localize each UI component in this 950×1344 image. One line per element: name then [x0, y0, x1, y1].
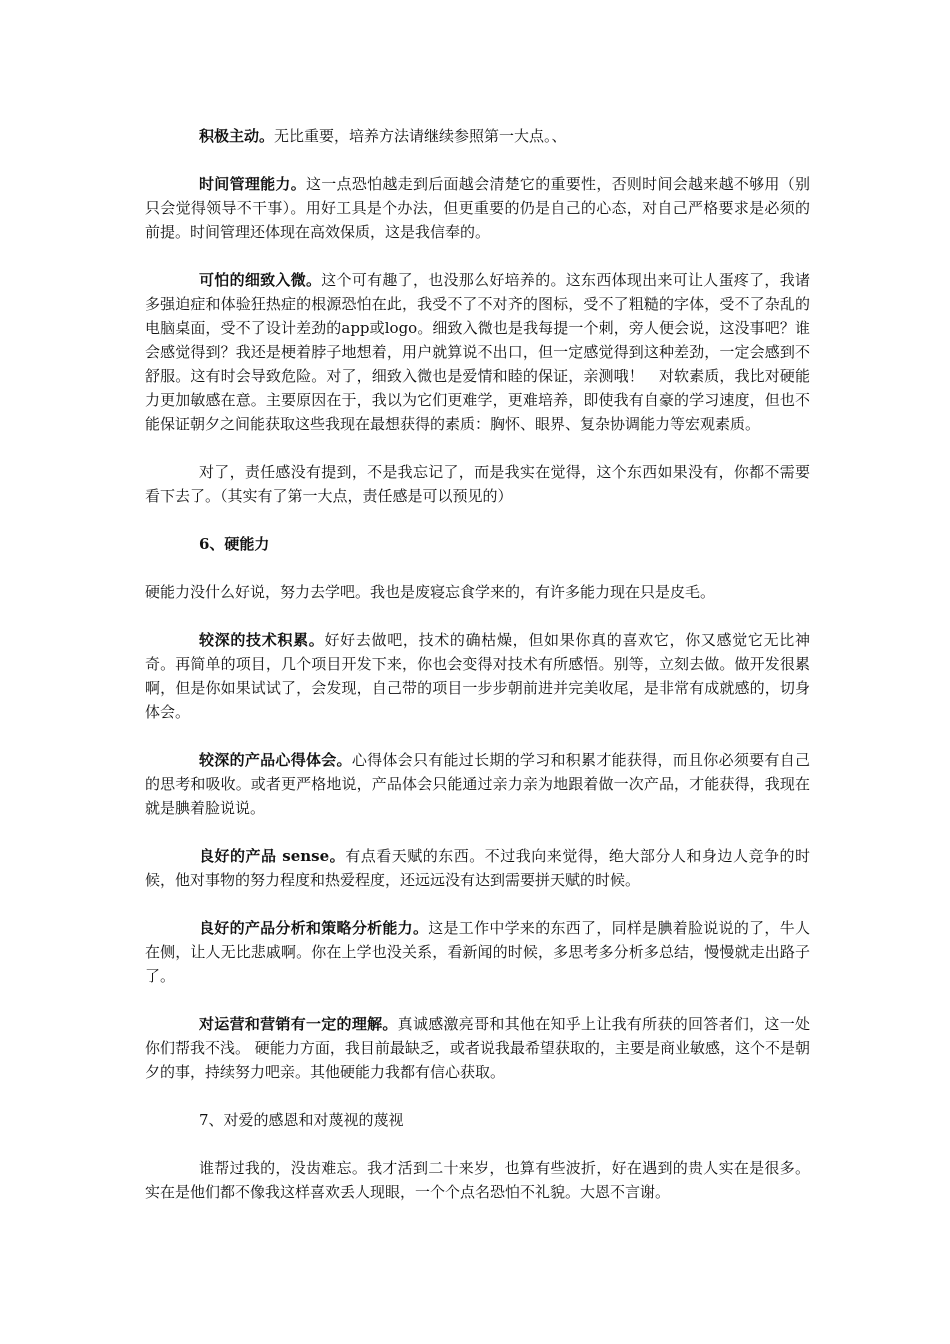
paragraph-text: 这一点恐怕越走到后面越会清楚它的重要性，否则时间会越来越不够用（别只会觉得领导不干事）。用好工具是个办法，但更重要的仍是自己的心态，对自己严格要求是必须的前提。时间管理还体现在高效保质，这是我信奉的。: [145, 175, 810, 241]
paragraph-responsibility: [145, 460, 810, 508]
paragraph-heading: 可怕的细致入微。: [199, 271, 322, 289]
paragraph-heading: 较深的技术积累。: [199, 631, 325, 649]
paragraph-heading: 良好的产品 sense。: [199, 847, 346, 865]
paragraph-text: 无比重要，培养方法请继续参照第一大点。、: [274, 127, 567, 145]
paragraph-hard-skills-intro: [145, 580, 810, 604]
paragraph-heading: 积极主动。: [199, 127, 275, 145]
paragraph-text: 这是工作中学来的东西了，同样是腆着脸说说的了，牛人在侧，让人无比悲戚啊。你在上学也没关系，看新闻的时候，多思考多分析多总结，慢慢就走出路子了。: [145, 919, 810, 985]
paragraph-product-experience: [145, 748, 810, 820]
paragraph-heading: 对运营和营销有一定的理解。: [199, 1015, 398, 1033]
paragraph-heading: 时间管理能力。: [199, 175, 306, 193]
paragraph-time-management: [145, 172, 810, 244]
paragraph-text: 心得体会只有能过长期的学习和积累才能获得，而且你必须要有自己的思考和吸收。或者更严格地说，产品体会只能通过亲力亲为地跟着做一次产品，才能获得，我现在就是腆着脸说说。: [145, 751, 810, 817]
paragraph-text: 好好去做吧，技术的确枯燥，但如果你真的喜欢它，你又感觉它无比神奇。再简单的项目，几个项目开发下来，你也会变得对技术有所感悟。别等，立刻去做。做开发很累啊，但是你如果试试了，会发现，自己带的项目一步步朝前进并完美收尾，是非常有成就感的，切身体会。: [145, 631, 810, 721]
section-heading-gratitude: [145, 1108, 810, 1132]
paragraph-heading: 良好的产品分析和策略分析能力。: [199, 919, 429, 937]
paragraph-heading: 较深的产品心得体会。: [199, 751, 352, 769]
document-body: [145, 124, 810, 1204]
paragraph-technical-depth: [145, 628, 810, 724]
section-heading: 6、硬能力: [199, 535, 270, 553]
paragraph-product-sense: [145, 844, 810, 892]
paragraph-attention-to-detail: [145, 268, 810, 436]
section-heading: 7、对爱的感恩和对蔑视的蔑视: [199, 1111, 404, 1129]
paragraph-operations-marketing: [145, 1012, 810, 1084]
paragraph-text: 这个可有趣了，也没那么好培养的。这东西体现出来可让人蛋疼了，我诸多强迫症和体验狂热症的根源恐怕在此，我受不了不对齐的图标，受不了粗糙的字体，受不了杂乱的电脑桌面，受不了设计差劲的app或logo。细致入微也是我每提一个刺，旁人便会说，这没事吧？谁会感觉得到？我还是梗着脖子地想着，用户就算说不出口，但一定感觉得到这种差劲，一定会感到不舒服。这有时会导致危险。对了，细致入微也是爱情和睦的保证，亲测哦！ 对软素质，我比对硬能力更加敏感在意。主要原因在于，我以为它们更难学，更难培养，即使我有自豪的学习速度，但也不能保证朝夕之间能获取这些我现在最想获得的素质：胸怀、眼界、复杂协调能力等宏观素质。: [145, 271, 810, 433]
paragraph-proactive: [145, 124, 810, 148]
paragraph-text: 有点看天赋的东西。不过我向来觉得，绝大部分人和身边人竞争的时候，他对事物的努力程度和热爱程度，还远远没有达到需要拼天赋的时候。: [145, 847, 810, 889]
section-heading-hard-skills: [145, 532, 810, 556]
paragraph-text: 谁帮过我的，没齿难忘。我才活到二十来岁，也算有些波折，好在遇到的贵人实在是很多。实在是他们都不像我这样喜欢丢人现眼，一个个点名恐怕不礼貌。大恩不言谢。: [145, 1159, 810, 1201]
paragraph-text: 真诚感激亮哥和其他在知乎上让我有所获的回答者们，这一处你们帮我不浅。 硬能力方面，我目前最缺乏，或者说我最希望获取的，主要是商业敏感，这个不是朝夕的事，持续努力吧亲。其他硬能力我都有信心获取。: [145, 1015, 810, 1081]
paragraph-text: 对了，责任感没有提到，不是我忘记了，而是我实在觉得，这个东西如果没有，你都不需要看下去了。（其实有了第一大点，责任感是可以预见的）: [145, 463, 810, 505]
paragraph-gratitude: [145, 1156, 810, 1204]
paragraph-product-analysis: [145, 916, 810, 988]
paragraph-text: 硬能力没什么好说，努力去学吧。我也是废寝忘食学来的，有许多能力现在只是皮毛。: [145, 583, 716, 601]
